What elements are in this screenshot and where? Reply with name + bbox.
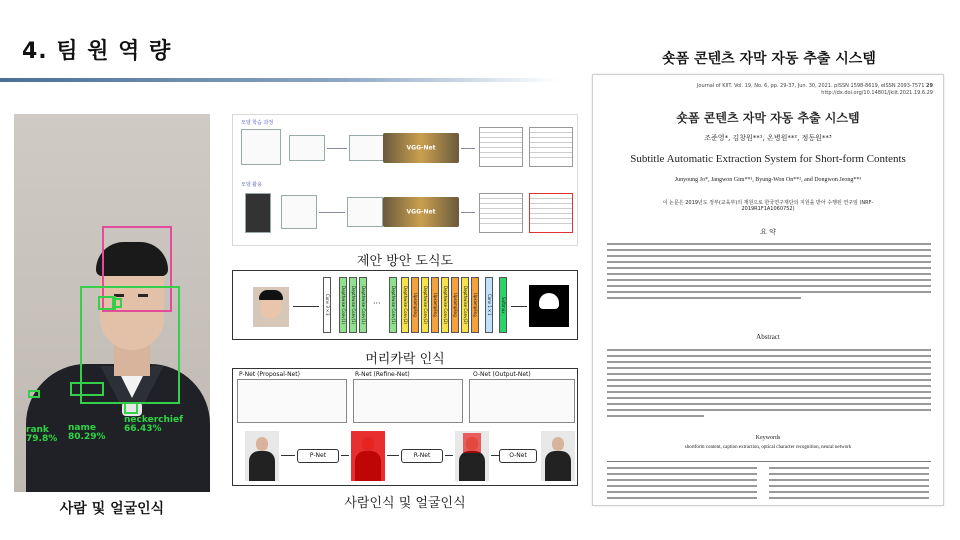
name-tag-box [70,382,104,396]
layer-upsampling: Upsampling [411,277,419,333]
paper-funding: 이 논문은 2019년도 정부(교육부)의 재원으로 한국연구재단의 지원을 받아 수행된 연구임 (NRF-2019R1F1A1060752) [662,200,874,212]
layer-upsampling: Upsampling [431,277,439,333]
result-table [479,193,523,233]
mtcnn-diagram [232,368,578,486]
thumb-box [281,195,317,229]
layer-depthwise: Depthwise Conv(1) [339,277,347,333]
footnotes-left [607,467,757,503]
thumb-box [289,135,325,161]
detection-label-neckerchief: neckerchief 66.43% [124,415,183,434]
detection-label-rank: rank 79.8% [26,425,58,444]
paper-page [592,74,944,506]
journal-header: Journal of KIIT. Vol. 19, No. 6, pp. 29-37, Jun. 30, 2021. pISSN 1598-8619, eISSN 2093-7571 29 http://dx.doi.org/10.14801/jkiit.2021.19.6.29 [696,83,933,96]
vgg-block: VGG-Net [383,197,459,227]
hair-mask-output [529,285,569,327]
caption-hair: 머리카락 인식 [365,352,445,367]
pnet-architecture [237,379,347,423]
pnet-stage: P-Net [297,449,339,463]
arrow [461,212,475,213]
arrow [511,306,527,307]
thumb-box [347,197,383,227]
arrow [491,455,499,456]
pnet-title: P-Net (Proposal-Net) [239,371,300,378]
paper-authors-en: Junyoung Jo*, Jangwon Gim**¹, Byung-Won On**², and Dongwon Jeong**³ [674,177,862,183]
detection-photo [14,114,210,492]
arrow [445,455,453,456]
caption-person-face: 사람 및 얼굴인식 [59,501,165,517]
layer-conv: Conv 1×1 [485,277,493,333]
vgg-block: VGG-Net [383,133,459,163]
result-table [529,127,573,167]
rank-box [28,390,40,398]
rnet-title: R-Net (Refine-Net) [355,371,410,378]
ellipsis: ··· [373,299,381,308]
proposal-overlay [351,431,385,481]
rnet-architecture [353,379,463,423]
arrow [319,212,345,213]
arrow [281,455,295,456]
final-output-image [541,431,575,481]
keywords-heading: Keywords [755,435,781,441]
paper-authors-ko: 조준영*, 김창원**¹, 온병원**², 정동원**³ [704,134,832,142]
caption-mtcnn: 사람인식 및 얼굴인식 [344,496,466,511]
thumb-box [241,129,281,165]
onet-title: O-Net (Output-Net) [473,371,531,378]
input-person-image [245,431,279,481]
neckerchief-box [124,402,138,414]
proposed-method-diagram [232,114,578,246]
title-underline [0,78,560,82]
abstract-ko-heading: 요 약 [760,228,776,236]
onet-architecture [469,379,575,423]
slide-title: 4. 팀 원 역 량 [22,39,172,64]
layer-depthwise: Depthwise Conv(2) [441,277,449,333]
layer-softmax: Softmax [499,277,507,333]
arrow [293,306,319,307]
arrow [327,148,347,149]
caption-proposed-method: 제안 방안 도식도 [356,254,454,269]
arrow [461,148,475,149]
paper-caption: 숏폼 콘텐츠 자막 자동 추출 시스템 [662,51,876,67]
detection-box [112,298,122,308]
abstract-en-body [607,349,931,421]
keywords: shortform content, caption extraction, optical character recognition, neural network [684,445,852,450]
rnet-stage: R-Net [401,449,443,463]
footnote-divider [607,461,931,462]
result-table-highlight [529,193,573,233]
layer-depthwise: Depthwise Conv(1) [389,277,397,333]
arrow [387,455,399,456]
section-label-usage: 모델 활용 [241,182,262,188]
section-label-training: 모델 학습 과정 [241,120,274,126]
abstract-en-heading: Abstract [756,333,780,341]
abstract-ko-body [607,243,931,303]
thumb-box [349,135,385,161]
result-table [479,127,523,167]
layer-upsampling: Upsampling [451,277,459,333]
detection-label-name: name 80.29% [68,423,106,442]
layer-conv: Conv 3×3 [323,277,331,333]
layer-depthwise: Depthwise Conv(2) [461,277,469,333]
layer-upsampling: Upsampling [471,277,479,333]
onet-stage: O-Net [499,449,537,463]
phone-thumb [245,193,271,233]
footnotes-right [769,467,929,503]
layer-depthwise: Depthwise Conv(2) [401,277,409,333]
layer-depthwise: Depthwise Conv(1) [359,277,367,333]
refined-overlay [463,433,481,453]
paper-title-ko: 숏폼 콘텐츠 자막 자동 추출 시스템 [676,111,860,125]
layer-depthwise: Depthwise Conv(1) [349,277,357,333]
hair-segmentation-diagram [232,270,578,340]
paper-title-en: Subtitle Automatic Extraction System for Short-form Contents [630,153,906,165]
arrow [341,455,349,456]
input-face-image [253,287,289,327]
layer-depthwise: Depthwise Conv(2) [421,277,429,333]
